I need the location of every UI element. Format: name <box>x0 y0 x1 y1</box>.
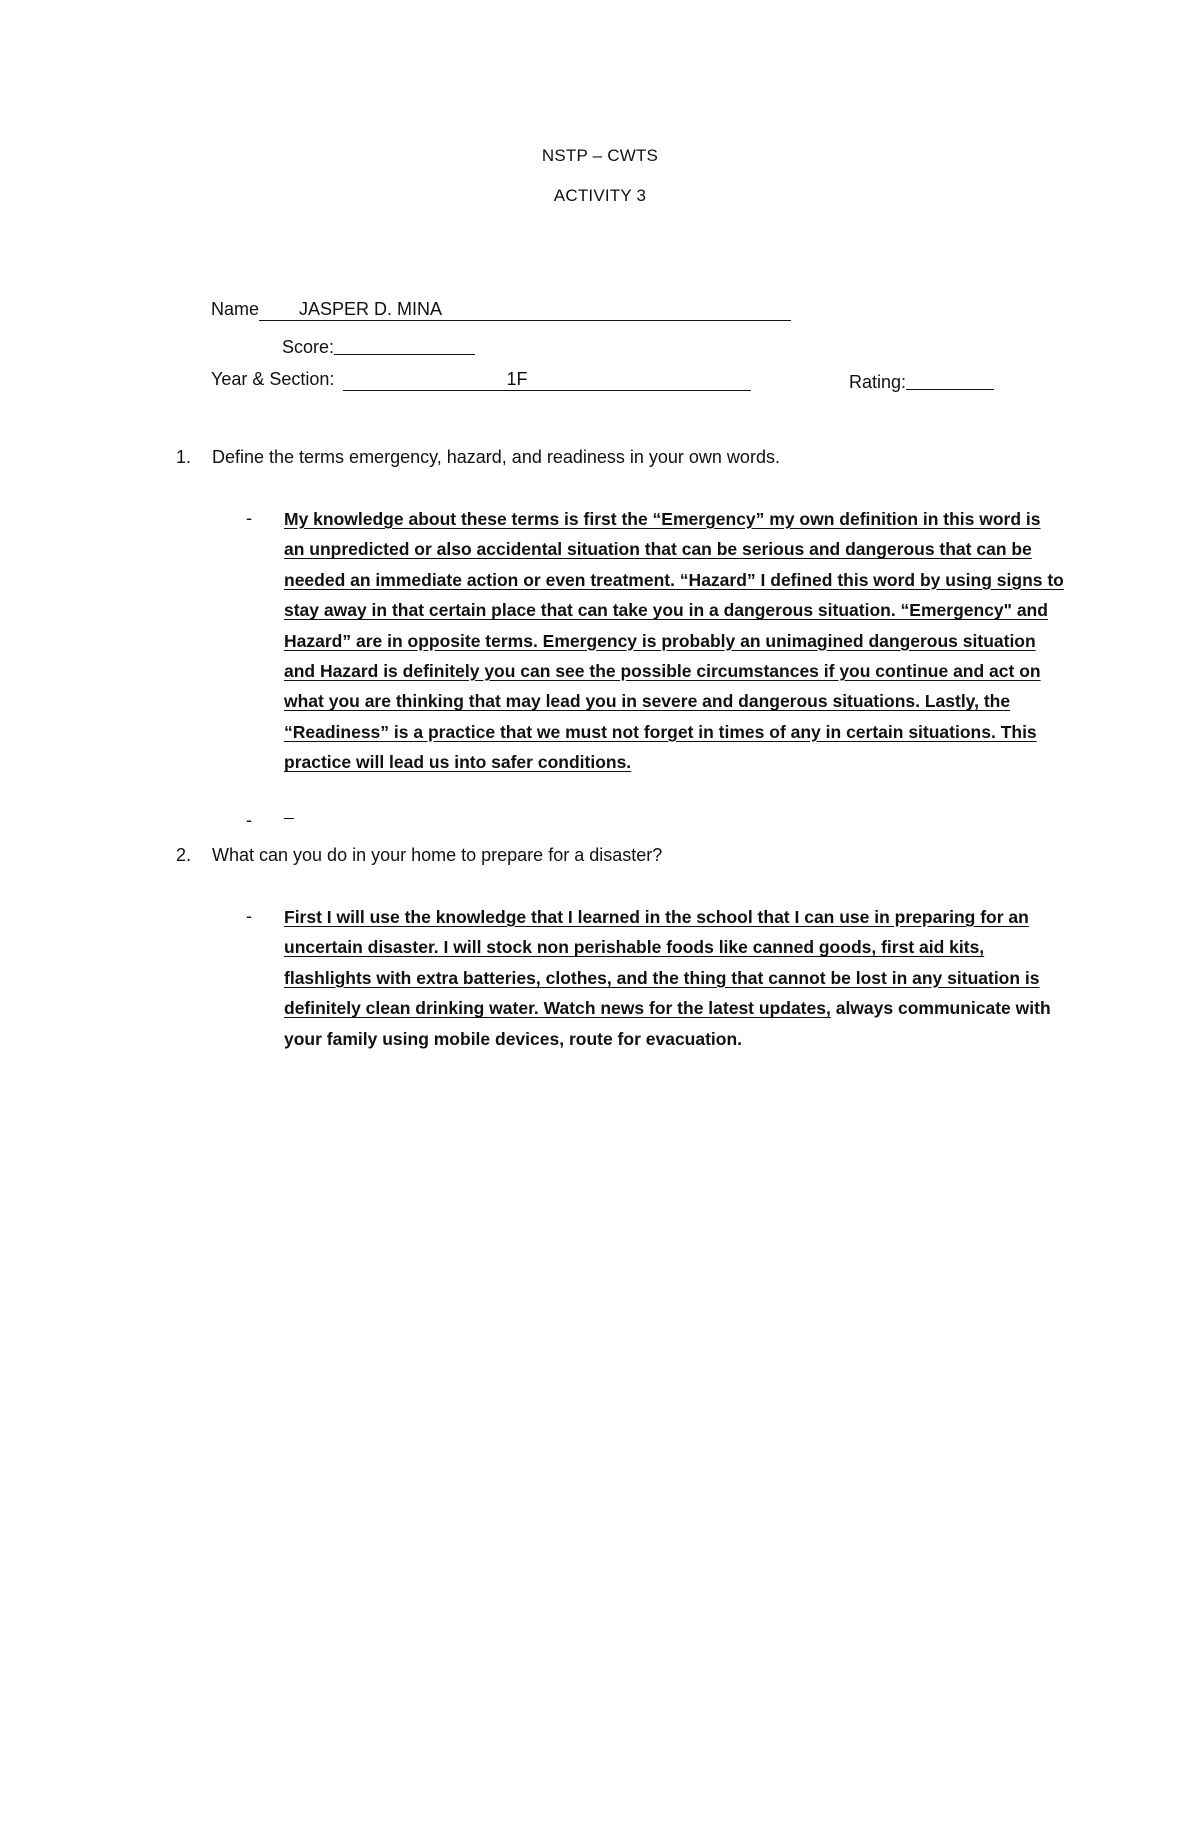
name-value: JASPER D. MINA <box>299 299 443 319</box>
rating-blank <box>906 371 994 390</box>
name-value-line <box>259 299 791 321</box>
rating-label: Rating: <box>849 372 907 392</box>
empty-bullet-line <box>284 818 294 819</box>
answer-1-text: My knowledge about these terms is first the “Emergency” my own definition in this word is an unpredicted or also accidental situation that can be serious and dangerous that can be needed an immediate action or even treatment. “Hazard” I defined this word by using signs to stay away in that certain place that can take you in a dangerous situation. “Emergency" and Hazard” are in opposite terms. Emergency is probably an unimagined dangerous situation and Hazard is definitely you can see the possible circumstances if you continue and act on what you are thinking that may lead you in severe and dangerous situations. Lastly, the “Readiness” is a practice that we must not forget in times of any in certain situations. This practice will lead us into safer conditions. <box>284 509 1064 773</box>
year-section-field <box>211 369 751 391</box>
question-2-number: 2. <box>176 845 192 865</box>
answer-2 <box>284 902 1064 1054</box>
year-section-value: 1F <box>506 369 528 389</box>
answer-1 <box>284 504 1064 778</box>
year-section-label: Year & Section: <box>211 369 335 389</box>
score-label: Score: <box>282 337 335 357</box>
question-1-number: 1. <box>176 447 192 467</box>
empty-bullet: - <box>246 810 252 830</box>
score-blank <box>334 336 475 355</box>
activity-title: ACTIVITY 3 <box>553 186 647 205</box>
course-title: NSTP – CWTS <box>541 146 659 165</box>
question-2 <box>176 845 662 866</box>
question-2-text: What can you do in your home to prepare for a disaster? <box>212 845 663 865</box>
year-section-value-line <box>343 369 751 391</box>
question-1-text: Define the terms emergency, hazard, and readiness in your own words. <box>212 447 780 467</box>
answer-2-plain-text: always communicate with your family using mobile devices, route for evacuation. <box>284 998 1051 1049</box>
question-1 <box>176 447 780 468</box>
score-field <box>282 334 475 358</box>
name-field <box>211 299 791 321</box>
name-label: Name <box>211 299 260 319</box>
answer-1-bullet: - <box>246 508 252 528</box>
rating-field <box>849 369 994 393</box>
answer-2-underlined-text: First I will use the knowledge that I learned in the school that I can use in preparing for an uncertain disaster. I will stock non perishable foods like canned goods, first aid kits, flashlights with extra batteries, clothes, and the thing that cannot be lost in any situation is definitely clean drinking water. Watch news for the latest updates, <box>284 907 1040 1019</box>
answer-2-bullet: - <box>246 906 252 926</box>
